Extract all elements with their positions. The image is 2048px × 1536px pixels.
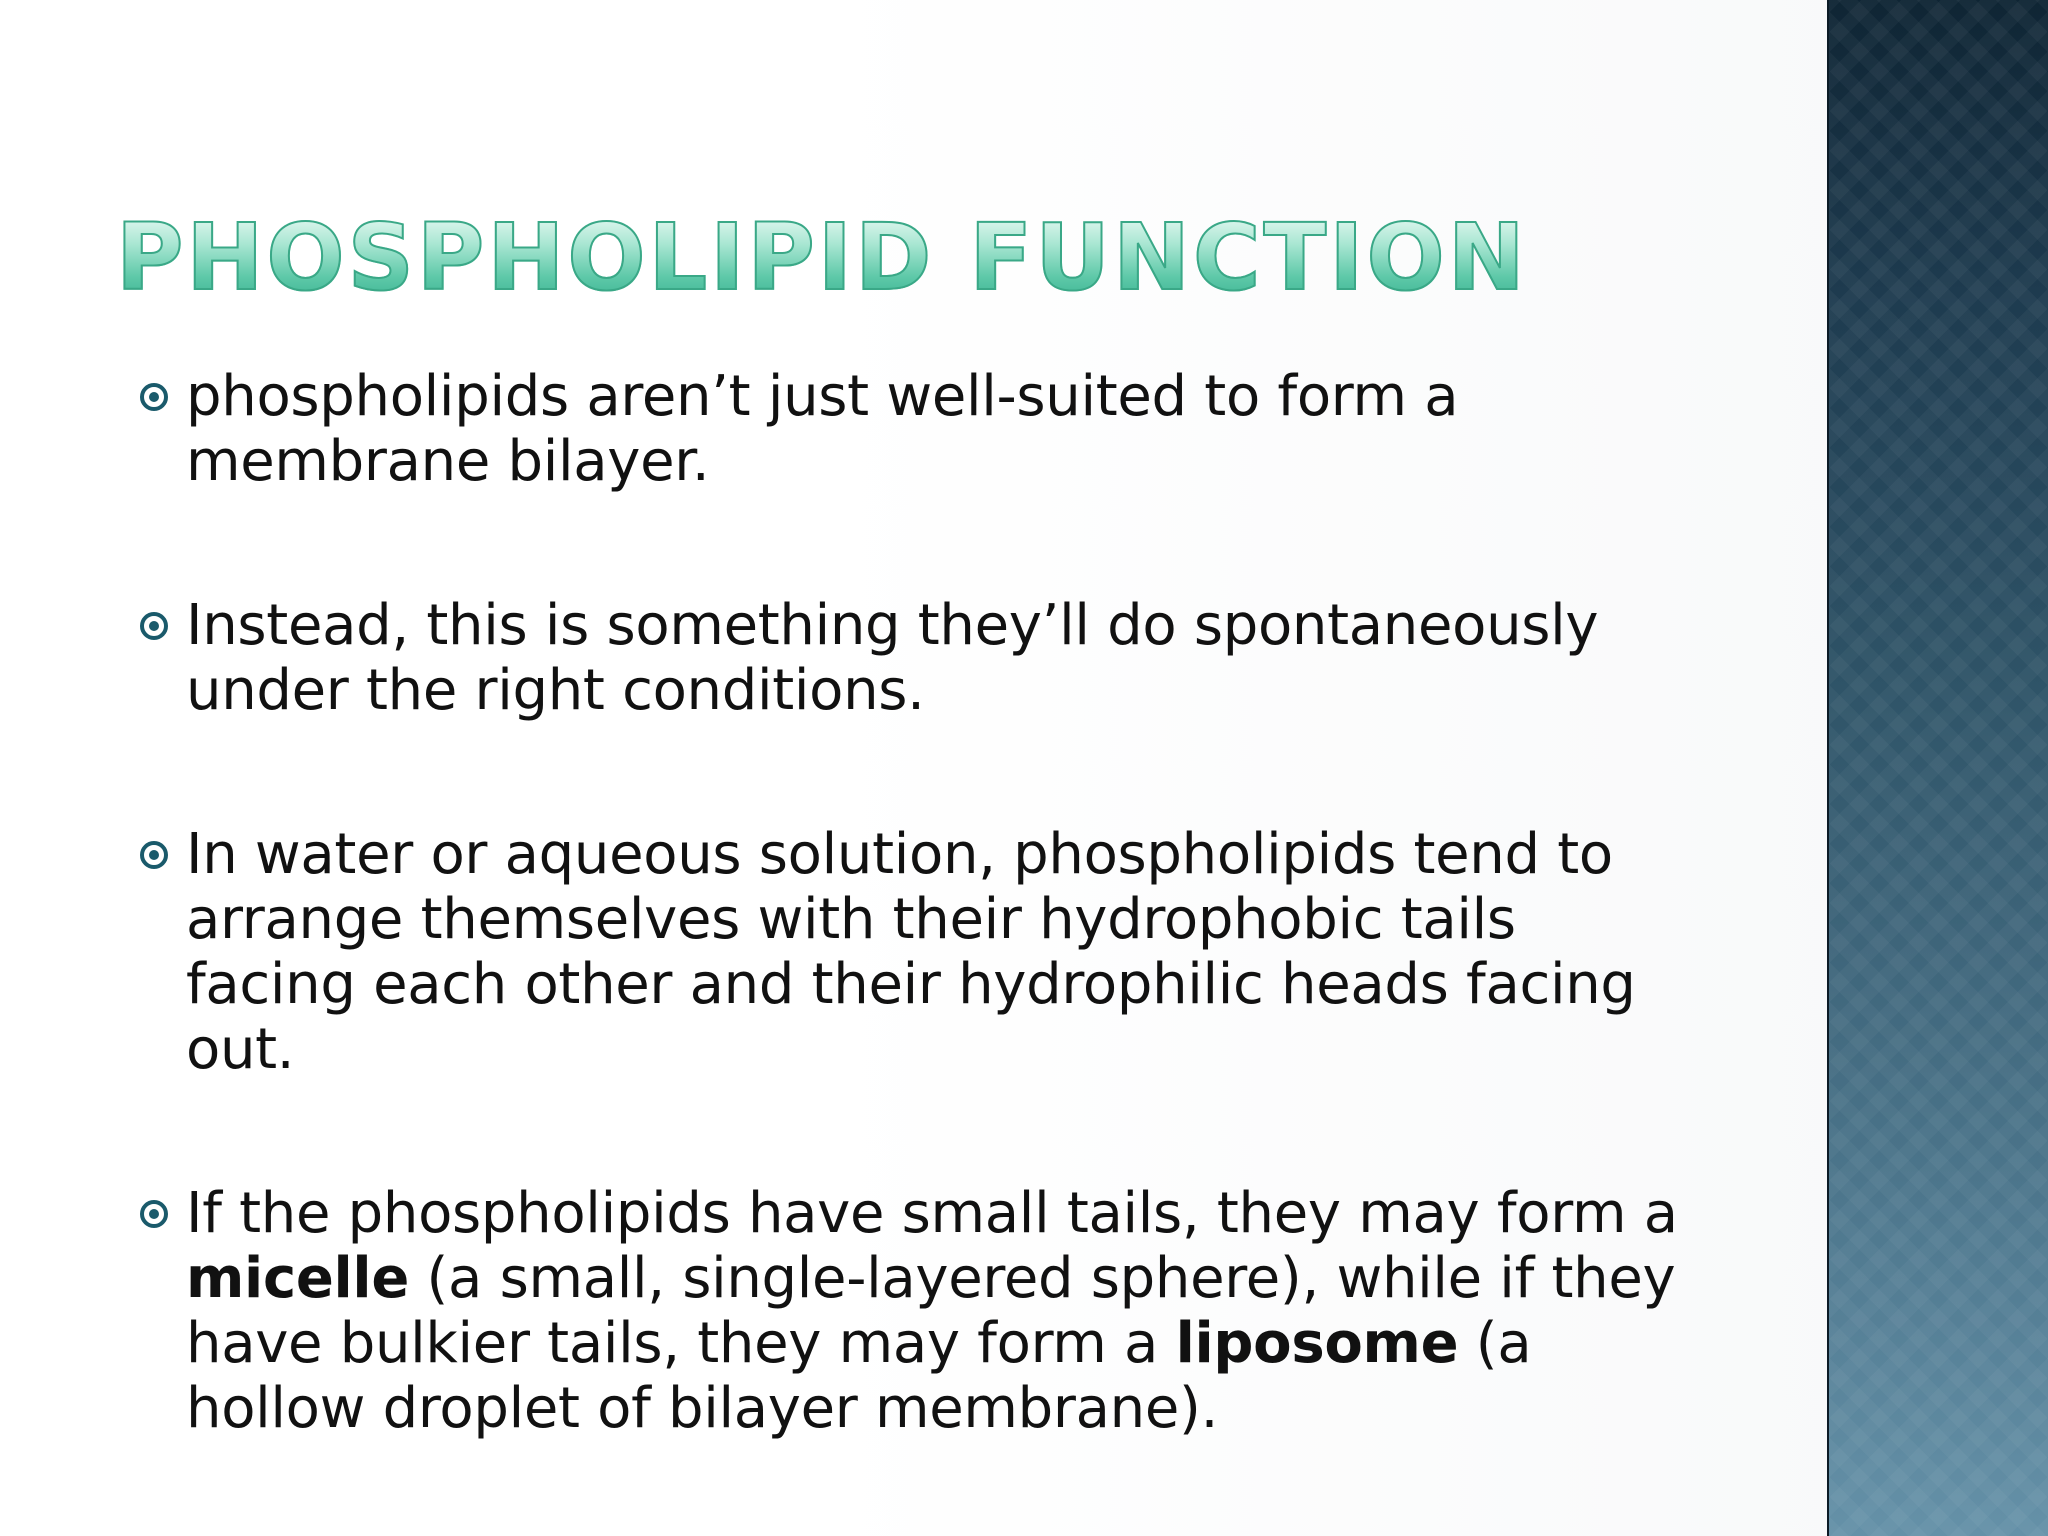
bullet-text: Instead, this is something they’ll do spontaneously under the right conditions. (186, 593, 1599, 723)
slide-title: PHOSPHOLIPID FUNCTION (116, 204, 1528, 311)
bullet-text: In water or aqueous solution, phospholipids tend to arrange themselves with their hydrophobic tails facing each other and their hydrophilic heads facing out. (186, 822, 1636, 1082)
bullet-text: phospholipids aren’t just well-suited to form a membrane bilayer. (186, 364, 1459, 494)
circled-dot-icon (140, 383, 168, 411)
bullet-list (140, 364, 1700, 1441)
bullet-text: If the phospholipids have small tails, they may form a micelle (a small, single-layered sphere), while if they have bulkier tails, they may form a liposome (a hollow droplet of bilayer membrane). (186, 1181, 1678, 1441)
sidebar-pattern (1829, 0, 2048, 1536)
circled-dot-icon (140, 1200, 168, 1228)
decorative-sidebar (1827, 0, 2048, 1536)
bullet-item (140, 822, 1700, 1082)
bullet-item (140, 364, 1700, 494)
circled-dot-icon (140, 612, 168, 640)
circled-dot-icon (140, 841, 168, 869)
bullet-item (140, 1181, 1700, 1441)
bullet-item (140, 593, 1700, 723)
term-micelle: micelle (186, 1246, 409, 1311)
term-liposome: liposome (1175, 1311, 1459, 1376)
